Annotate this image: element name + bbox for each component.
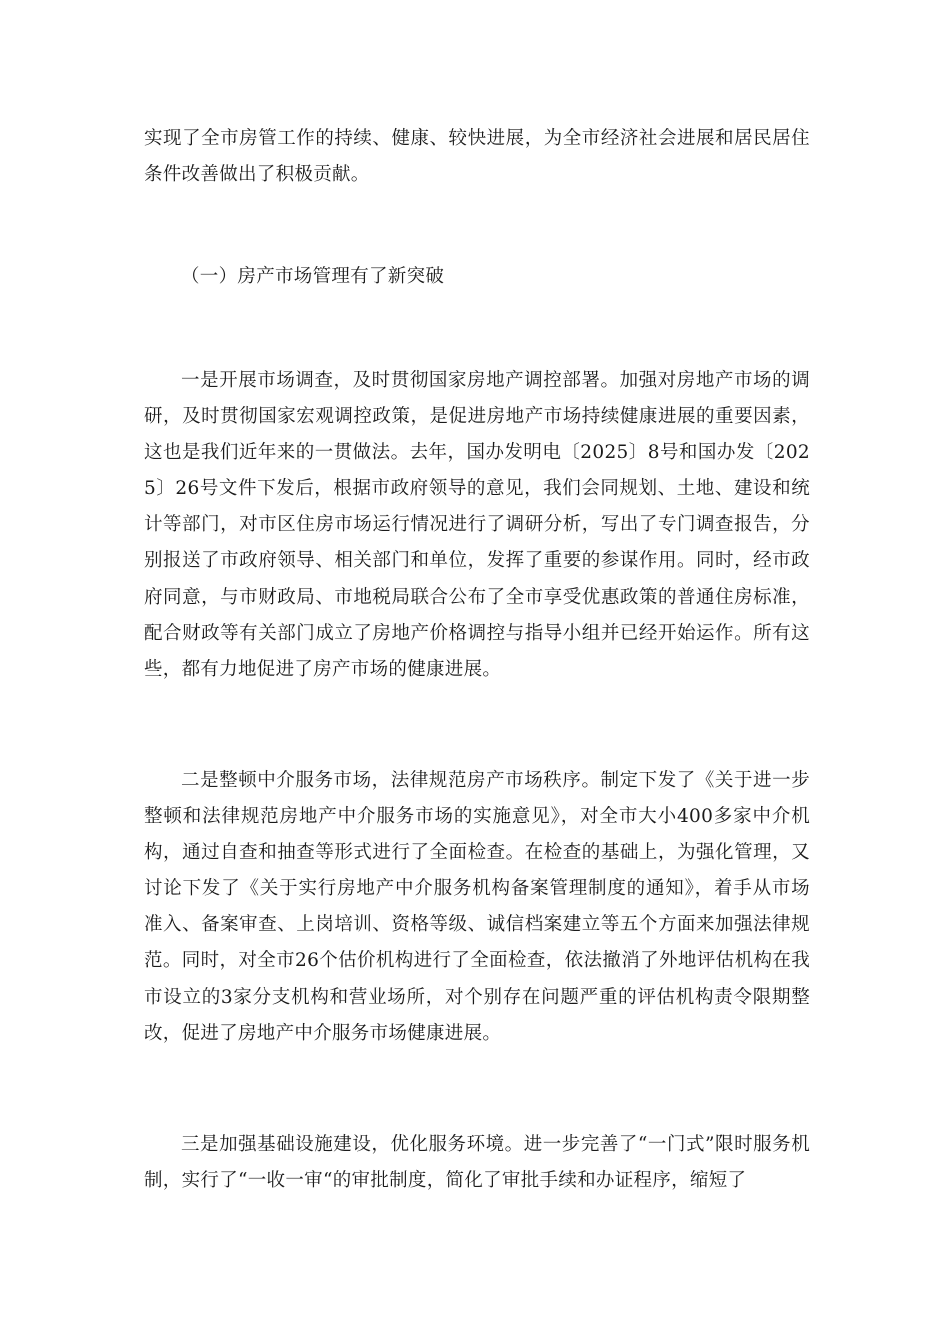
section-heading: （一）房产市场管理有了新突破 (181, 266, 445, 287)
paragraph-infrastructure: 三是加强基础设施建设，优化服务环境。进一步完善了“一门式”限时服务机制，实行了“一收一审“的审批制度，简化了审批手续和办证程序，缩短了 (144, 1134, 810, 1192)
paragraph-intro-continuation: 实现了全市房管工作的持续、健康、较快进展，为全市经济社会进展和居民居住条件改善做出了积极贡献。 (144, 128, 810, 186)
paragraph-agency-regulation: 二是整顿中介服务市场，法律规范房产市场秩序。制定下发了《关于进一步整顿和法律规范房地产中介服务市场的实施意见》，对全市大小400多家中介机构，通过自查和抽查等形式进行了全面检查。在检查的基础上，为强化管理，又讨论下发了《关于实行房地产中介服务机构备案管理制度的通知》，着手从市场准入、备案审查、上岗培训、资格等级、诚信档案建立等五个方面来加强法律规范。同时，对全市26个估价机构进行了全面检查，依法撤消了外地评估机构在我市设立的3家分支机构和营业场所，对个别存在问题严重的评估机构责令限期整改，促进了房地产中介服务市场健康进展。 (144, 770, 810, 1044)
paragraph-market-survey: 一是开展市场调查，及时贯彻国家房地产调控部署。加强对房地产市场的调研，及时贯彻国家宏观调控政策，是促进房地产市场持续健康进展的重要因素，这也是我们近年来的一贯做法。去年，国办发明电〔2025〕8号和国办发〔2025〕26号文件下发后，根据市政府领导的意见，我们会同规划、土地、建设和统计等部门，对市区住房市场运行情况进行了调研分析，写出了专门调查报告，分别报送了市政府领导、相关部门和单位，发挥了重要的参谋作用。同时，经市政府同意，与市财政局、市地税局联合公布了全市享受优惠政策的普通住房标准，配合财政等有关部门成立了房地产价格调控与指导小组并已经开始运作。所有这些，都有力地促进了房产市场的健康进展。 (144, 370, 810, 680)
